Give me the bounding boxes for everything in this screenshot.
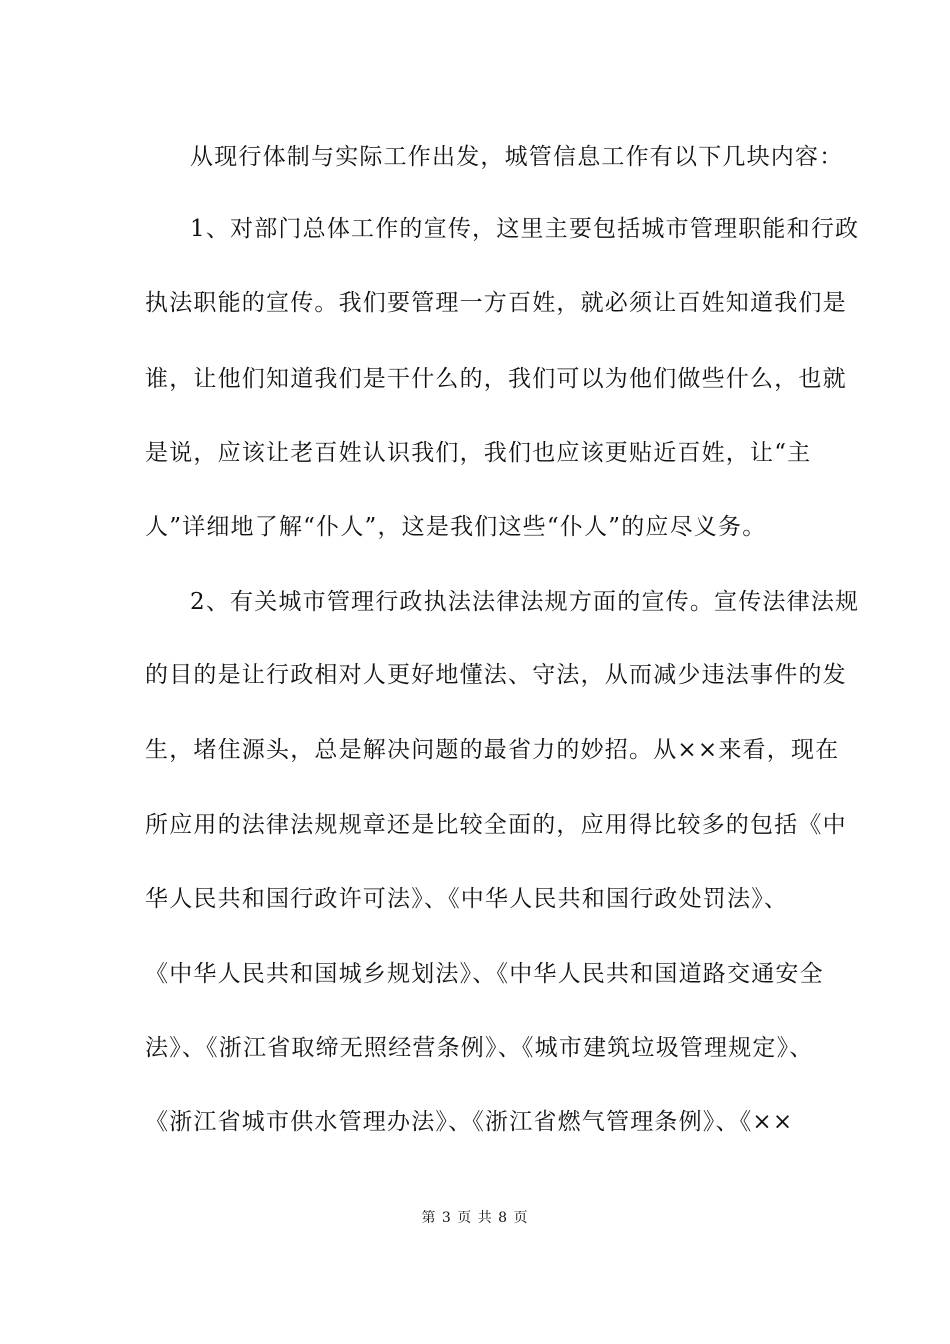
paragraph-2-line: 《中华人民共和国城乡规划法》、《中华人民共和国道路交通安全 (145, 961, 824, 987)
paragraph-2-line: 的目的是让行政相对人更好地懂法、守法，从而减少违法事件的发 (145, 662, 847, 688)
paragraph-1-line: 人”详细地了解“仆人”，这是我们这些“仆人”的应尽义务。 (145, 514, 767, 540)
paragraph-2-line: 生，堵住源头，总是解决问题的最省力的妙招。从××来看，现在 (145, 737, 840, 763)
paragraph-2-line: 2、有关城市管理行政执法法律法规方面的宣传。宣传法律法规 (190, 589, 860, 615)
paragraph-1-line: 执法职能的宣传。我们要管理一方百姓，就必须让百姓知道我们是 (145, 290, 847, 316)
paragraph-1-line: 1、对部门总体工作的宣传，这里主要包括城市管理职能和行政 (190, 216, 860, 242)
paragraph-2-line: 《浙江省城市供水管理办法》、《浙江省燃气管理条例》、《×× (145, 1109, 794, 1135)
page-number-footer: 第 3 页 共 8 页 (421, 1210, 529, 1226)
paragraph-intro-line: 从现行体制与实际工作出发，城管信息工作有以下几块内容： (190, 144, 844, 170)
paragraph-2-line: 所应用的法律法规规章还是比较全面的，应用得比较多的包括《中 (145, 812, 847, 838)
paragraph-2-line: 法》、《浙江省取缔无照经营条例》、《城市建筑垃圾管理规定》、 (145, 1035, 814, 1061)
paragraph-1-line: 谁，让他们知道我们是干什么的，我们可以为他们做些什么，也就 (145, 366, 847, 392)
paragraph-2-line: 华人民共和国行政许可法》、《中华人民共和国行政处罚法》、 (145, 886, 789, 912)
paragraph-1-line: 是说，应该让老百姓认识我们，我们也应该更贴近百姓，让“主 (145, 440, 812, 466)
